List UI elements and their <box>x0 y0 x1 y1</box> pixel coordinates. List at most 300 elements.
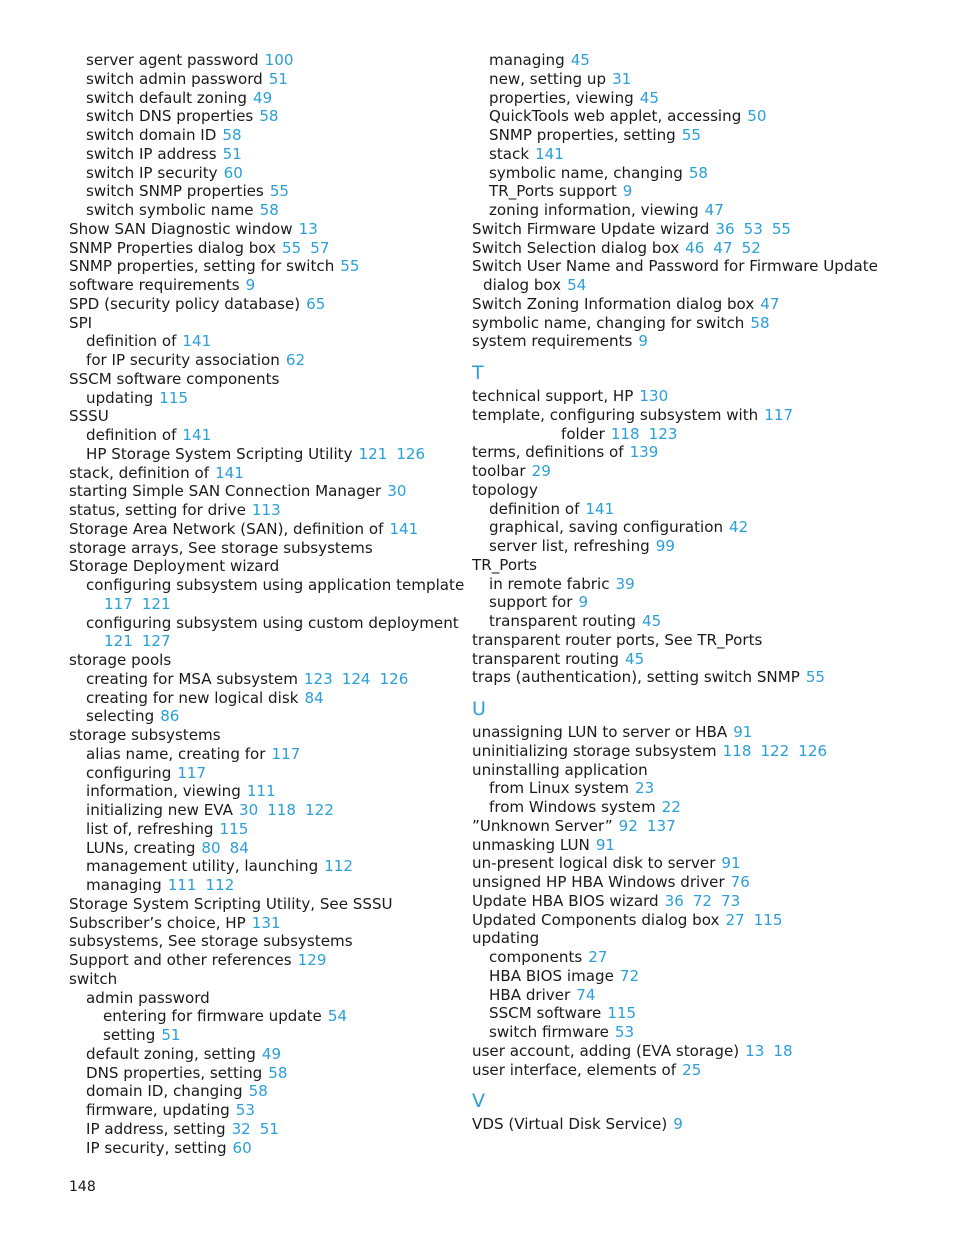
page-link[interactable]: 141 <box>585 499 615 518</box>
index-entry <box>472 51 892 70</box>
index-entry <box>472 257 892 276</box>
page-link[interactable]: 86 <box>160 707 180 726</box>
index-entry-term: Show SAN Diagnostic window <box>69 219 293 238</box>
index-entry <box>472 986 892 1005</box>
page-link[interactable]: 42 <box>729 518 749 537</box>
index-entry-term: Storage System Scripting Utility, See SSSU <box>69 894 393 913</box>
page-link[interactable]: 39 <box>615 574 635 593</box>
page-link[interactable]: 74 <box>576 985 596 1004</box>
page-link[interactable]: 122 <box>305 801 334 819</box>
index-entry-term: SSCM software <box>489 1004 602 1023</box>
page-link[interactable]: 22 <box>661 798 681 816</box>
index-entry-term: ”Unknown Server” <box>472 816 613 835</box>
index-entry <box>472 126 892 145</box>
index-entry <box>69 1101 464 1120</box>
index-entry <box>472 836 892 855</box>
index-entry-term: switch admin password <box>86 69 263 88</box>
page-link[interactable]: 51 <box>268 69 288 88</box>
page-link[interactable]: 31 <box>612 69 632 88</box>
page-link[interactable]: 54 <box>567 276 587 294</box>
index-letter-heading: U <box>472 698 486 720</box>
index-entry-term: DNS properties, setting <box>86 1063 263 1082</box>
index-entry-term: managing <box>86 876 162 894</box>
index-entry <box>472 201 892 220</box>
page-link[interactable]: 126 <box>379 669 409 688</box>
index-entry <box>69 89 464 108</box>
index-entry <box>472 798 892 817</box>
page-link[interactable]: 121 <box>358 444 388 463</box>
index-entry-term: Update HBA BIOS wizard <box>472 891 659 910</box>
index-column-right <box>472 51 892 1134</box>
index-entry <box>472 817 892 836</box>
index-entry-term: from Windows system <box>489 798 656 816</box>
page-link[interactable]: 55 <box>269 182 290 201</box>
page-link[interactable]: 122 <box>760 741 790 760</box>
index-entry <box>69 201 464 220</box>
index-entry-term: new, setting up <box>489 69 607 88</box>
page-link[interactable]: 45 <box>625 649 645 668</box>
page-link[interactable]: 121 <box>141 594 171 613</box>
index-entry <box>69 1139 464 1158</box>
index-entry <box>69 839 464 858</box>
index-entry <box>69 914 464 933</box>
index-entry <box>69 445 464 464</box>
index-entry <box>69 426 464 445</box>
index-entry-term: initializing new EVA <box>86 801 233 819</box>
index-entry <box>69 820 464 839</box>
index-entry <box>69 726 464 745</box>
index-entry <box>472 668 892 687</box>
index-entry-term: switch symbolic name <box>86 201 254 219</box>
index-entry <box>69 1064 464 1083</box>
page-link[interactable]: 92 <box>618 816 638 835</box>
index-entry-term: SSSU <box>69 407 109 426</box>
index-entry-term: information, viewing <box>86 782 241 801</box>
page-link[interactable]: 49 <box>252 88 273 107</box>
index-entry <box>69 332 464 351</box>
page-link[interactable]: 51 <box>259 1119 280 1138</box>
page-link[interactable]: 36 <box>664 891 684 910</box>
index-entry-term: server agent password <box>86 51 259 69</box>
index-entry-term: status, setting for drive <box>69 501 246 519</box>
page-link[interactable]: 117 <box>271 744 301 763</box>
page-link[interactable]: 51 <box>161 1026 181 1044</box>
index-entry-term: switch domain ID <box>86 126 217 144</box>
page-link[interactable]: 29 <box>531 462 551 480</box>
page-link[interactable]: 13 <box>298 219 318 238</box>
page-link[interactable]: 9 <box>578 593 589 612</box>
index-entry <box>69 482 464 501</box>
index-entry <box>472 854 892 873</box>
page-link[interactable]: 13 <box>745 1041 765 1060</box>
index-entry <box>472 742 892 761</box>
index-entry-term: alias name, creating for <box>86 744 266 763</box>
index-entry-term: transparent router ports, See TR_Ports <box>472 630 763 649</box>
page-link[interactable]: 53 <box>614 1023 635 1041</box>
page-number: 148 <box>69 1179 96 1195</box>
index-entry-term: IP security, setting <box>86 1138 227 1157</box>
page-link[interactable]: 129 <box>297 951 327 969</box>
index-entry-term: TR_Ports <box>472 555 538 574</box>
index-entry <box>69 276 464 295</box>
index-entry-term: system requirements <box>472 332 633 351</box>
page-link[interactable]: 47 <box>704 201 724 219</box>
index-entry <box>472 967 892 986</box>
index-entry <box>69 782 464 801</box>
index-entry-term: Switch Selection dialog box <box>472 238 680 257</box>
index-entry <box>69 689 464 708</box>
index-entry <box>472 1061 892 1080</box>
index-entry-term: transparent routing <box>472 649 620 668</box>
index-entry <box>69 182 464 201</box>
index-entry <box>69 989 464 1008</box>
page-link[interactable]: 25 <box>682 1060 702 1079</box>
page-link[interactable]: 30 <box>387 482 407 501</box>
index-entry <box>472 1004 892 1023</box>
index-entry <box>69 745 464 764</box>
index-entry-term: Storage Area Network (SAN), definition of <box>69 519 384 538</box>
index-letter-heading: T <box>472 362 484 384</box>
index-entry-term: VDS (Virtual Disk Service) <box>472 1115 668 1134</box>
index-entry <box>69 464 464 483</box>
index-entry-term: terms, definitions of <box>472 443 624 462</box>
index-entry <box>69 314 464 333</box>
index-entry-term: Storage Deployment wizard <box>69 557 280 576</box>
index-entry <box>472 314 892 333</box>
page-link[interactable]: 73 <box>721 891 741 910</box>
index-entry-term: switch <box>69 969 118 988</box>
index-entry <box>69 1045 464 1064</box>
index-entry-term: selecting <box>86 707 155 726</box>
page-link[interactable]: 91 <box>595 835 616 854</box>
index-entry <box>472 892 892 911</box>
page-link[interactable]: 58 <box>248 1082 268 1101</box>
index-entry <box>69 857 464 876</box>
page-link[interactable]: 55 <box>282 238 302 257</box>
index-entry <box>472 145 892 164</box>
page-link[interactable]: 58 <box>259 107 279 126</box>
index-entry <box>69 557 464 576</box>
page-link[interactable]: 139 <box>629 443 659 462</box>
index-entry-term: stack <box>489 144 530 163</box>
page-link[interactable]: 118 <box>722 741 752 760</box>
page-link[interactable]: 141 <box>389 519 419 538</box>
index-entry <box>472 462 892 481</box>
index-entry-term: dialog box <box>483 276 562 294</box>
page-link[interactable]: 45 <box>639 88 659 107</box>
index-entry-term: uninitializing storage subsystem <box>472 741 717 760</box>
index-entry <box>472 650 892 669</box>
index-entry-term: switch SNMP properties <box>86 182 264 201</box>
page-link[interactable]: 123 <box>648 424 678 443</box>
index-entry <box>69 1082 464 1101</box>
page-link[interactable]: 141 <box>182 332 212 351</box>
page-link[interactable]: 18 <box>773 1041 793 1060</box>
page-link[interactable]: 52 <box>741 238 761 257</box>
index-entry-term: SSCM software components <box>69 369 280 388</box>
index-entry <box>472 89 892 108</box>
page-link[interactable]: 126 <box>798 741 828 760</box>
index-entry <box>69 351 464 370</box>
index-entry-term: technical support, HP <box>472 387 634 405</box>
index-entry-term: configuring <box>86 763 172 782</box>
index-entry <box>69 614 464 633</box>
index-entry <box>69 1026 464 1045</box>
index-entry <box>69 389 464 408</box>
index-entry <box>472 537 892 556</box>
page-link[interactable]: 58 <box>259 201 279 219</box>
page-link[interactable]: 121 <box>104 632 133 651</box>
page-link[interactable]: 55 <box>681 126 701 144</box>
index-entry <box>69 164 464 183</box>
index-entry <box>69 107 464 126</box>
page-link[interactable]: 127 <box>141 632 171 651</box>
page-link[interactable]: 141 <box>182 426 212 444</box>
page-link[interactable]: 55 <box>340 257 360 276</box>
index-entry-term: symbolic name, changing for switch <box>472 313 745 332</box>
index-entry <box>472 1042 892 1061</box>
page-link[interactable]: 9 <box>622 182 633 201</box>
index-entry <box>69 295 464 314</box>
page-link[interactable]: 123 <box>303 669 333 688</box>
page-link[interactable]: 9 <box>673 1115 683 1134</box>
index-entry <box>69 895 464 914</box>
page-link[interactable]: 50 <box>747 107 767 126</box>
index-entry-term: managing <box>489 51 565 69</box>
page-link[interactable]: 126 <box>396 444 426 463</box>
index-entry-term: SNMP properties, setting <box>489 126 676 144</box>
index-entry-term: starting Simple SAN Connection Manager <box>69 482 382 501</box>
index-entry-term: LUNs, creating <box>86 838 196 857</box>
page-link[interactable]: 141 <box>215 463 244 482</box>
index-entry-term: configuring subsystem using custom deployment <box>86 613 459 632</box>
page-link[interactable]: 51 <box>222 144 242 163</box>
index-entry-term: setting <box>103 1026 156 1044</box>
index-entry <box>472 779 892 798</box>
page-link[interactable]: 58 <box>268 1063 288 1082</box>
page-link[interactable]: 23 <box>634 779 655 798</box>
page-link[interactable]: 117 <box>177 763 207 782</box>
page-link[interactable]: 58 <box>750 313 770 332</box>
index-entry <box>472 239 892 258</box>
index-entry <box>472 220 892 239</box>
page-link[interactable]: 118 <box>610 424 640 443</box>
index-entry-term: Subscriber’s choice, HP <box>69 913 246 932</box>
index-entry-term: storage arrays, See storage subsystems <box>69 538 373 557</box>
index-entry-term: Switch Firmware Update wizard <box>472 219 710 238</box>
page-link[interactable]: 60 <box>223 163 243 182</box>
page-link[interactable]: 49 <box>261 1044 282 1063</box>
page-link[interactable]: 113 <box>251 501 281 519</box>
page-link[interactable]: 111 <box>167 876 197 894</box>
index-entry-term: IP address, setting <box>86 1119 226 1138</box>
index-entry <box>472 406 892 425</box>
index-entry-term: software requirements <box>69 276 240 294</box>
index-entry <box>69 764 464 783</box>
index-entry-term: HBA BIOS image <box>489 966 614 985</box>
index-entry-term: topology <box>472 480 538 499</box>
index-entry-term: switch IP security <box>86 163 218 182</box>
page-link[interactable]: 54 <box>327 1007 348 1026</box>
index-entry <box>472 948 892 967</box>
index-entry <box>472 182 892 201</box>
page-link[interactable]: 47 <box>713 238 733 257</box>
index-entry <box>69 370 464 389</box>
page-link[interactable]: 65 <box>306 294 326 313</box>
page-link[interactable]: 55 <box>771 219 792 238</box>
index-entry-term: server list, refreshing <box>489 537 650 555</box>
page-link[interactable]: 91 <box>733 723 753 741</box>
page-link[interactable]: 117 <box>764 405 794 424</box>
page-link[interactable]: 36 <box>715 219 735 238</box>
index-entry-term: domain ID, changing <box>86 1082 243 1101</box>
index-entry <box>472 1023 892 1042</box>
index-entry <box>69 51 464 70</box>
page-link[interactable]: 130 <box>639 387 669 405</box>
page-link[interactable]: 45 <box>642 612 662 630</box>
page-link[interactable]: 80 <box>201 838 221 857</box>
page-link[interactable]: 60 <box>232 1138 252 1157</box>
page-link[interactable]: 58 <box>222 126 242 144</box>
page-link[interactable]: 72 <box>619 966 640 985</box>
index-entry-term: Switch Zoning Information dialog box <box>472 294 755 313</box>
index-entry-term: TR_Ports support <box>489 182 617 201</box>
index-entry-term: unmasking LUN <box>472 835 590 854</box>
page-link[interactable]: 55 <box>805 668 826 687</box>
index-entry-term: user interface, elements of <box>472 1060 677 1079</box>
index-entry-term: template, configuring subsystem with <box>472 405 759 424</box>
page-link[interactable]: 112 <box>324 857 354 876</box>
page-link[interactable]: 47 <box>760 294 780 313</box>
index-entry-term: in remote fabric <box>489 574 610 593</box>
index-entry-term: unsigned HP HBA Windows driver <box>472 873 725 891</box>
index-entry-term: storage subsystems <box>69 726 221 744</box>
index-entry <box>472 387 892 406</box>
index-entry-term: transparent routing <box>489 612 637 630</box>
page-link[interactable]: 131 <box>251 913 281 932</box>
index-entry <box>472 425 892 444</box>
page-link[interactable]: 27 <box>725 910 745 929</box>
page-link[interactable]: 118 <box>267 801 297 819</box>
page-link[interactable]: 137 <box>646 816 676 835</box>
index-entry-term: definition of <box>86 332 177 351</box>
index-entry <box>69 632 464 651</box>
index-entry-term: for IP security association <box>86 351 280 369</box>
index-entry <box>472 761 892 780</box>
page-link[interactable]: 115 <box>753 910 783 929</box>
index-entry <box>69 145 464 164</box>
index-entry-term: user account, adding (EVA storage) <box>472 1041 740 1060</box>
page-link[interactable]: 32 <box>231 1119 251 1138</box>
page-link[interactable]: 9 <box>245 276 256 294</box>
index-entry <box>69 520 464 539</box>
page-link[interactable]: 115 <box>607 1004 637 1023</box>
page-link[interactable]: 117 <box>104 594 133 613</box>
index-entry-term: folder <box>561 424 605 443</box>
index-entry <box>472 1115 892 1134</box>
index-entry <box>472 723 892 742</box>
index-entry-term: HP Storage System Scripting Utility <box>86 444 353 463</box>
page-link[interactable]: 112 <box>205 876 235 894</box>
index-entry-term: admin password <box>86 988 210 1007</box>
index-entry <box>69 220 464 239</box>
index-entry <box>69 126 464 145</box>
page-link[interactable]: 27 <box>588 948 608 966</box>
index-entry-term: creating for MSA subsystem <box>86 669 298 688</box>
page-link[interactable]: 62 <box>285 351 306 369</box>
page-link[interactable]: 115 <box>159 388 189 407</box>
page-link[interactable]: 84 <box>229 838 249 857</box>
index-entry-term: SNMP properties, setting for switch <box>69 257 335 276</box>
index-entry-term: symbolic name, changing <box>489 163 683 182</box>
page-link[interactable]: 100 <box>264 51 294 69</box>
index-entry-term: updating <box>472 929 540 948</box>
index-entry-term: unassigning LUN to server or HBA <box>472 723 728 741</box>
page-link[interactable]: 58 <box>688 163 709 182</box>
index-entry <box>69 951 464 970</box>
index-entry <box>472 276 892 295</box>
index-entry <box>472 518 892 537</box>
page-link[interactable]: 115 <box>219 819 249 838</box>
page-link[interactable]: 76 <box>730 873 750 891</box>
index-entry-term: definition of <box>86 426 177 444</box>
index-entry <box>69 501 464 520</box>
page-link[interactable]: 9 <box>638 332 648 351</box>
page-link[interactable]: 124 <box>341 669 371 688</box>
index-entry <box>472 332 892 351</box>
index-entry-term: traps (authentication), setting switch SNMP <box>472 668 800 687</box>
index-column-left <box>69 51 464 1157</box>
page-link[interactable]: 72 <box>692 891 713 910</box>
index-entry-term: SPD (security policy database) <box>69 294 301 313</box>
page-link[interactable]: 53 <box>743 219 763 238</box>
index-entry-term: SNMP Properties dialog box <box>69 238 276 257</box>
index-entry-term: un-present logical disk to server <box>472 854 716 873</box>
page-link[interactable]: 53 <box>235 1101 255 1119</box>
index-entry <box>472 164 892 183</box>
index-entry-term: switch firmware <box>489 1023 609 1041</box>
page-link[interactable]: 45 <box>570 51 590 69</box>
index-entry <box>69 539 464 558</box>
index-entry-term: Updated Components dialog box <box>472 910 720 929</box>
page-link[interactable]: 84 <box>304 688 324 707</box>
index-entry-term: firmware, updating <box>86 1101 230 1119</box>
page-link[interactable]: 57 <box>310 238 330 257</box>
index-entry-term: list of, refreshing <box>86 819 214 838</box>
index-entry <box>69 876 464 895</box>
page-link[interactable]: 46 <box>685 238 705 257</box>
index-entry-term: default zoning, setting <box>86 1044 256 1063</box>
index-entry <box>69 576 464 595</box>
index-letter-heading: V <box>472 1090 485 1113</box>
index-entry <box>472 70 892 89</box>
page-link[interactable]: 91 <box>721 854 741 873</box>
index-entry-term: Support and other references <box>69 951 292 969</box>
index-entry <box>69 595 464 614</box>
index-entry-term: stack, definition of <box>69 463 210 482</box>
page-link[interactable]: 30 <box>238 801 259 819</box>
index-entry <box>69 1007 464 1026</box>
index-entry-term: switch IP address <box>86 144 217 163</box>
index-entry <box>69 70 464 89</box>
index-entry-term: switch DNS properties <box>86 107 254 126</box>
index-entry-term: storage pools <box>69 651 172 669</box>
page-link[interactable]: 99 <box>655 537 675 555</box>
page-link[interactable]: 141 <box>535 144 564 163</box>
index-entry <box>69 932 464 951</box>
page-link[interactable]: 111 <box>246 782 276 801</box>
index-entry-term: configuring subsystem using application template <box>86 576 465 594</box>
